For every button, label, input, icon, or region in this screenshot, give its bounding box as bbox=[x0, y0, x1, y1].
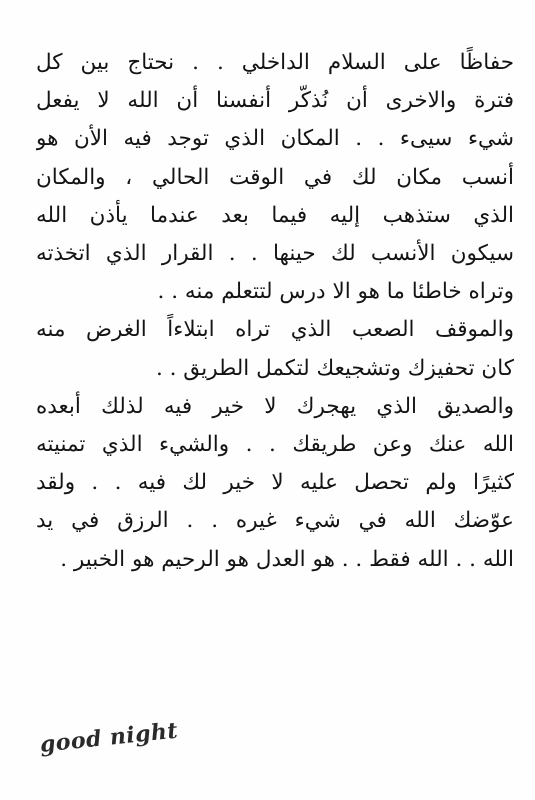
text-line: الله عنك وعن طريقك . . والشيء الذي تمنيته bbox=[36, 432, 514, 458]
text-line: شيء سيىء . . المكان الذي توجد فيه الأن هو bbox=[36, 126, 514, 152]
quote-paragraph bbox=[36, 44, 514, 579]
text-line: كثيرًا ولم تحصل عليه لا خير لك فيه . . ولقد bbox=[36, 470, 514, 496]
text-line: وتراه خاطئا ما هو الا درس لتتعلم منه . . bbox=[157, 279, 514, 305]
text-line: فترة والاخرى أن نُذكّر أنفسنا أن الله لا يفعل bbox=[36, 88, 514, 114]
good-night-signature: good night bbox=[38, 717, 180, 758]
text-line: والموقف الصعب الذي تراه ابتلاءاً الغرض منه bbox=[36, 317, 514, 343]
text-line: عوّضك الله في شيء غيره . . الرزق في يد bbox=[36, 508, 514, 534]
text-line: الذي ستذهب إليه فيما بعد عندما يأذن الله bbox=[36, 202, 514, 228]
text-line: والصديق الذي يهجرك لا خير فيه لذلك أبعده bbox=[36, 393, 514, 419]
text-line: الله . . الله فقط . . هو العدل هو الرحيم هو الخبير . bbox=[60, 546, 514, 572]
text-line: أنسب مكان لك في الوقت الحالي ، والمكان bbox=[36, 164, 514, 190]
text-line: كان تحفيزك وتشجيعك لتكمل الطريق . . bbox=[155, 355, 514, 381]
text-line: حفاظًا على السلام الداخلي . . نحتاج بين كل bbox=[36, 50, 514, 75]
text-line: سيكون الأنسب لك حينها . . القرار الذي اتخذته bbox=[36, 241, 514, 267]
